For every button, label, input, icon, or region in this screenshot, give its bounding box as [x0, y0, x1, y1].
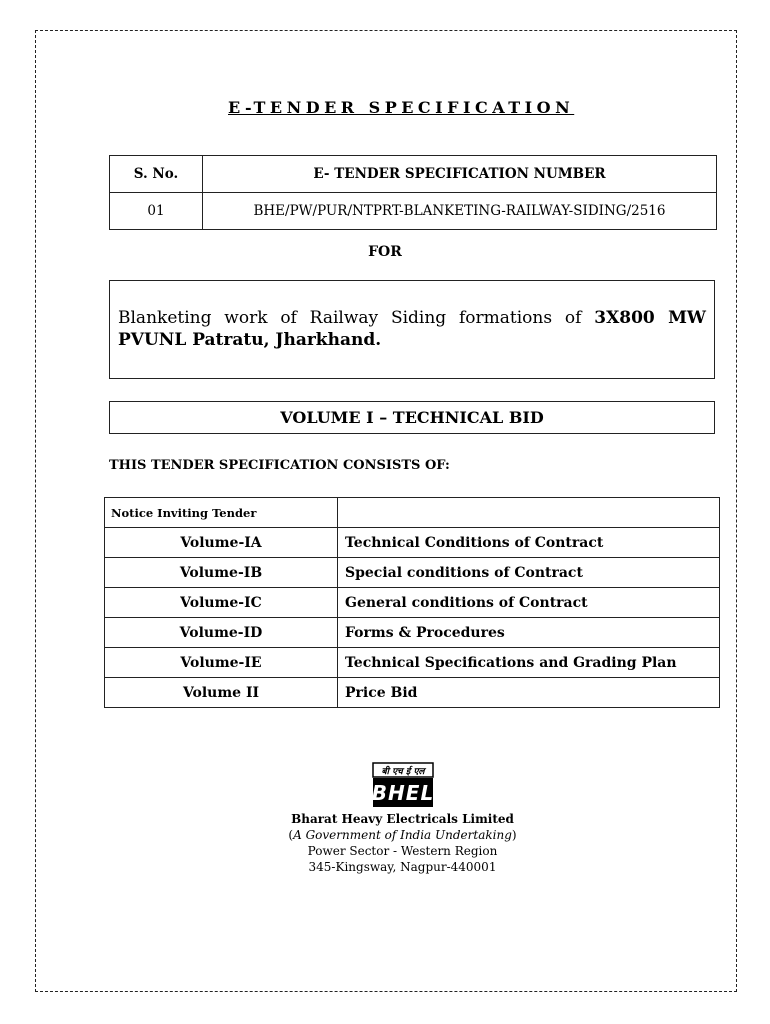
volume-name: Volume-IB: [105, 558, 338, 588]
document-title: E-TENDER SPECIFICATION: [228, 98, 575, 117]
volume-description: General conditions of Contract: [338, 588, 720, 618]
bhel-logo: [371, 761, 435, 809]
table-cell-sno: 01: [110, 193, 203, 230]
for-label: FOR: [368, 244, 402, 260]
volume-description: [338, 498, 720, 528]
bhel-logo-text: BHEL: [371, 781, 435, 805]
volume-name: Volume II: [105, 678, 338, 708]
volume-description: Price Bid: [338, 678, 720, 708]
volume-name: Volume-IA: [105, 528, 338, 558]
volume-description: Technical Specifications and Grading Plan: [338, 648, 720, 678]
volume-description: Technical Conditions of Contract: [338, 528, 720, 558]
company-government-note-text: A Government of India Undertaking: [293, 828, 512, 842]
work-description-box: [109, 280, 715, 379]
table-row: [105, 588, 720, 618]
company-name: Bharat Heavy Electricals Limited: [291, 812, 514, 826]
consists-label: THIS TENDER SPECIFICATION CONSISTS OF:: [109, 458, 450, 473]
volume-name: Volume-IE: [105, 648, 338, 678]
table-row: [105, 558, 720, 588]
table-row: [105, 648, 720, 678]
table-header-sno: S. No.: [110, 156, 203, 193]
company-region: Power Sector - Western Region: [307, 844, 498, 858]
table-row: [105, 528, 720, 558]
table-row: [105, 498, 720, 528]
volume-description: Forms & Procedures: [338, 618, 720, 648]
work-description-bold: 3X800 MW PVUNL Patratu, Jharkhand.: [118, 308, 706, 350]
company-government-close-paren: ): [511, 828, 517, 842]
volumes-table: [104, 497, 720, 708]
volume-name: Volume-IC: [105, 588, 338, 618]
volume-heading: VOLUME I – TECHNICAL BID: [109, 401, 715, 434]
company-government-open-paren: (: [288, 828, 294, 842]
spec-number-table: [109, 155, 717, 230]
volume-name: Notice Inviting Tender: [105, 498, 338, 528]
volume-name: Volume-ID: [105, 618, 338, 648]
volume-description: Special conditions of Contract: [338, 558, 720, 588]
table-row: [105, 678, 720, 708]
table-cell-spec-number: BHE/PW/PUR/NTPRT-BLANKETING-RAILWAY-SIDING/2516: [203, 193, 717, 230]
work-description-text: Blanketing work of Railway Siding formations of: [118, 308, 595, 328]
bhel-logo-caption: बी एच ई एल: [381, 767, 425, 777]
table-header-spec-number: E- TENDER SPECIFICATION NUMBER: [203, 156, 717, 193]
table-row: [110, 193, 717, 230]
company-government-note: [0, 827, 770, 843]
table-header-row: [110, 156, 717, 193]
table-row: [105, 618, 720, 648]
company-address: 345-Kingsway, Nagpur-440001: [308, 860, 497, 874]
